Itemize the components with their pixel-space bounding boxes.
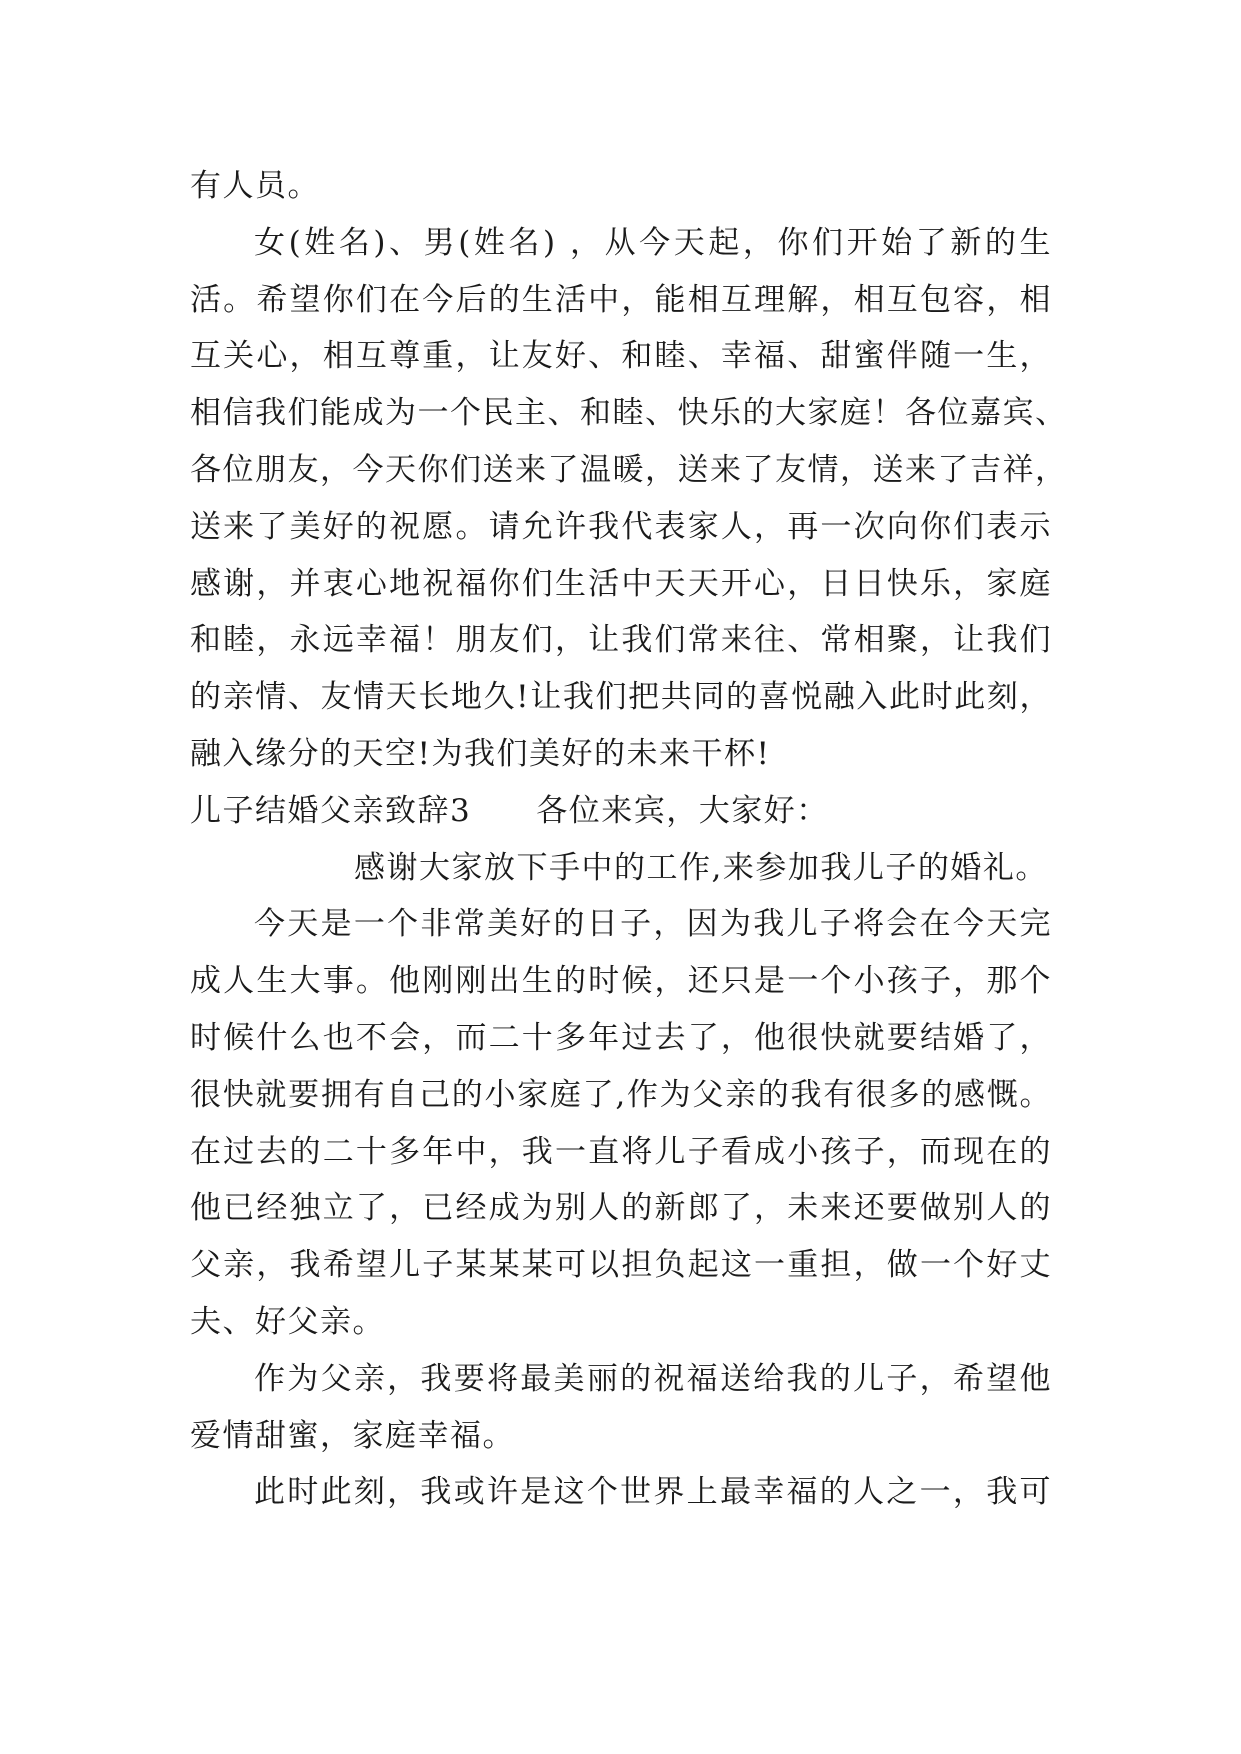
text-line: 相信我们能成为一个民主、和睦、快乐的大家庭！各位嘉宾、 bbox=[190, 395, 1068, 432]
text-line: 送来了美好的祝愿。请允许我代表家人，再一次向你们表示 bbox=[190, 508, 1052, 545]
text-line: 有人员。 bbox=[190, 168, 320, 204]
section-heading: 儿子结婚父亲致辞3 各位来宾，大家好： bbox=[190, 792, 829, 829]
text-line: 在过去的二十多年中，我一直将儿子看成小孩子，而现在的 bbox=[190, 1133, 1052, 1170]
text-line: 感谢大家放下手中的工作,来参加我儿子的婚礼。 bbox=[354, 849, 1048, 886]
text-line: 爱情甜蜜，家庭幸福。 bbox=[190, 1417, 515, 1454]
text-line: 女(姓名)、男(姓名) ，从今天起，你们开始了新的生 bbox=[254, 224, 1052, 261]
text-line: 很快就要拥有自己的小家庭了,作为父亲的我有很多的感慨。 bbox=[190, 1076, 1052, 1113]
text-line: 夫、好父亲。 bbox=[190, 1303, 385, 1340]
text-line: 和睦，永远幸福！朋友们，让我们常来往、常相聚，让我们 bbox=[190, 622, 1052, 659]
text-line: 各位朋友，今天你们送来了温暖，送来了友情，送来了吉祥， bbox=[190, 451, 1068, 488]
document-body bbox=[190, 158, 1068, 1521]
text-line: 他已经独立了，已经成为别人的新郎了，未来还要做别人的 bbox=[190, 1190, 1052, 1227]
text-line: 此时此刻，我或许是这个世界上最幸福的人之一，我可 bbox=[254, 1474, 1052, 1511]
text-line: 时候什么也不会，而二十多年过去了，他很快就要结婚了， bbox=[190, 1019, 1052, 1056]
text-line: 互关心，相互尊重，让友好、和睦、幸福、甜蜜伴随一生， bbox=[190, 338, 1052, 375]
text-line: 父亲，我希望儿子某某某可以担负起这一重担，做一个好丈 bbox=[190, 1247, 1052, 1284]
text-line: 的亲情、友情天长地久!让我们把共同的喜悦融入此时此刻， bbox=[190, 679, 1052, 716]
text-line: 成人生大事。他刚刚出生的时候，还只是一个小孩子，那个 bbox=[190, 963, 1052, 1000]
text-line: 感谢，并衷心地祝福你们生活中天天开心，日日快乐，家庭 bbox=[190, 565, 1052, 602]
text-line: 作为父亲，我要将最美丽的祝福送给我的儿子，希望他 bbox=[254, 1360, 1052, 1397]
text-line: 今天是一个非常美好的日子，因为我儿子将会在今天完 bbox=[254, 906, 1052, 943]
text-line: 融入缘分的天空!为我们美好的未来干杯! bbox=[190, 735, 771, 772]
text-line: 活。希望你们在今后的生活中，能相互理解，相互包容，相 bbox=[190, 281, 1052, 318]
